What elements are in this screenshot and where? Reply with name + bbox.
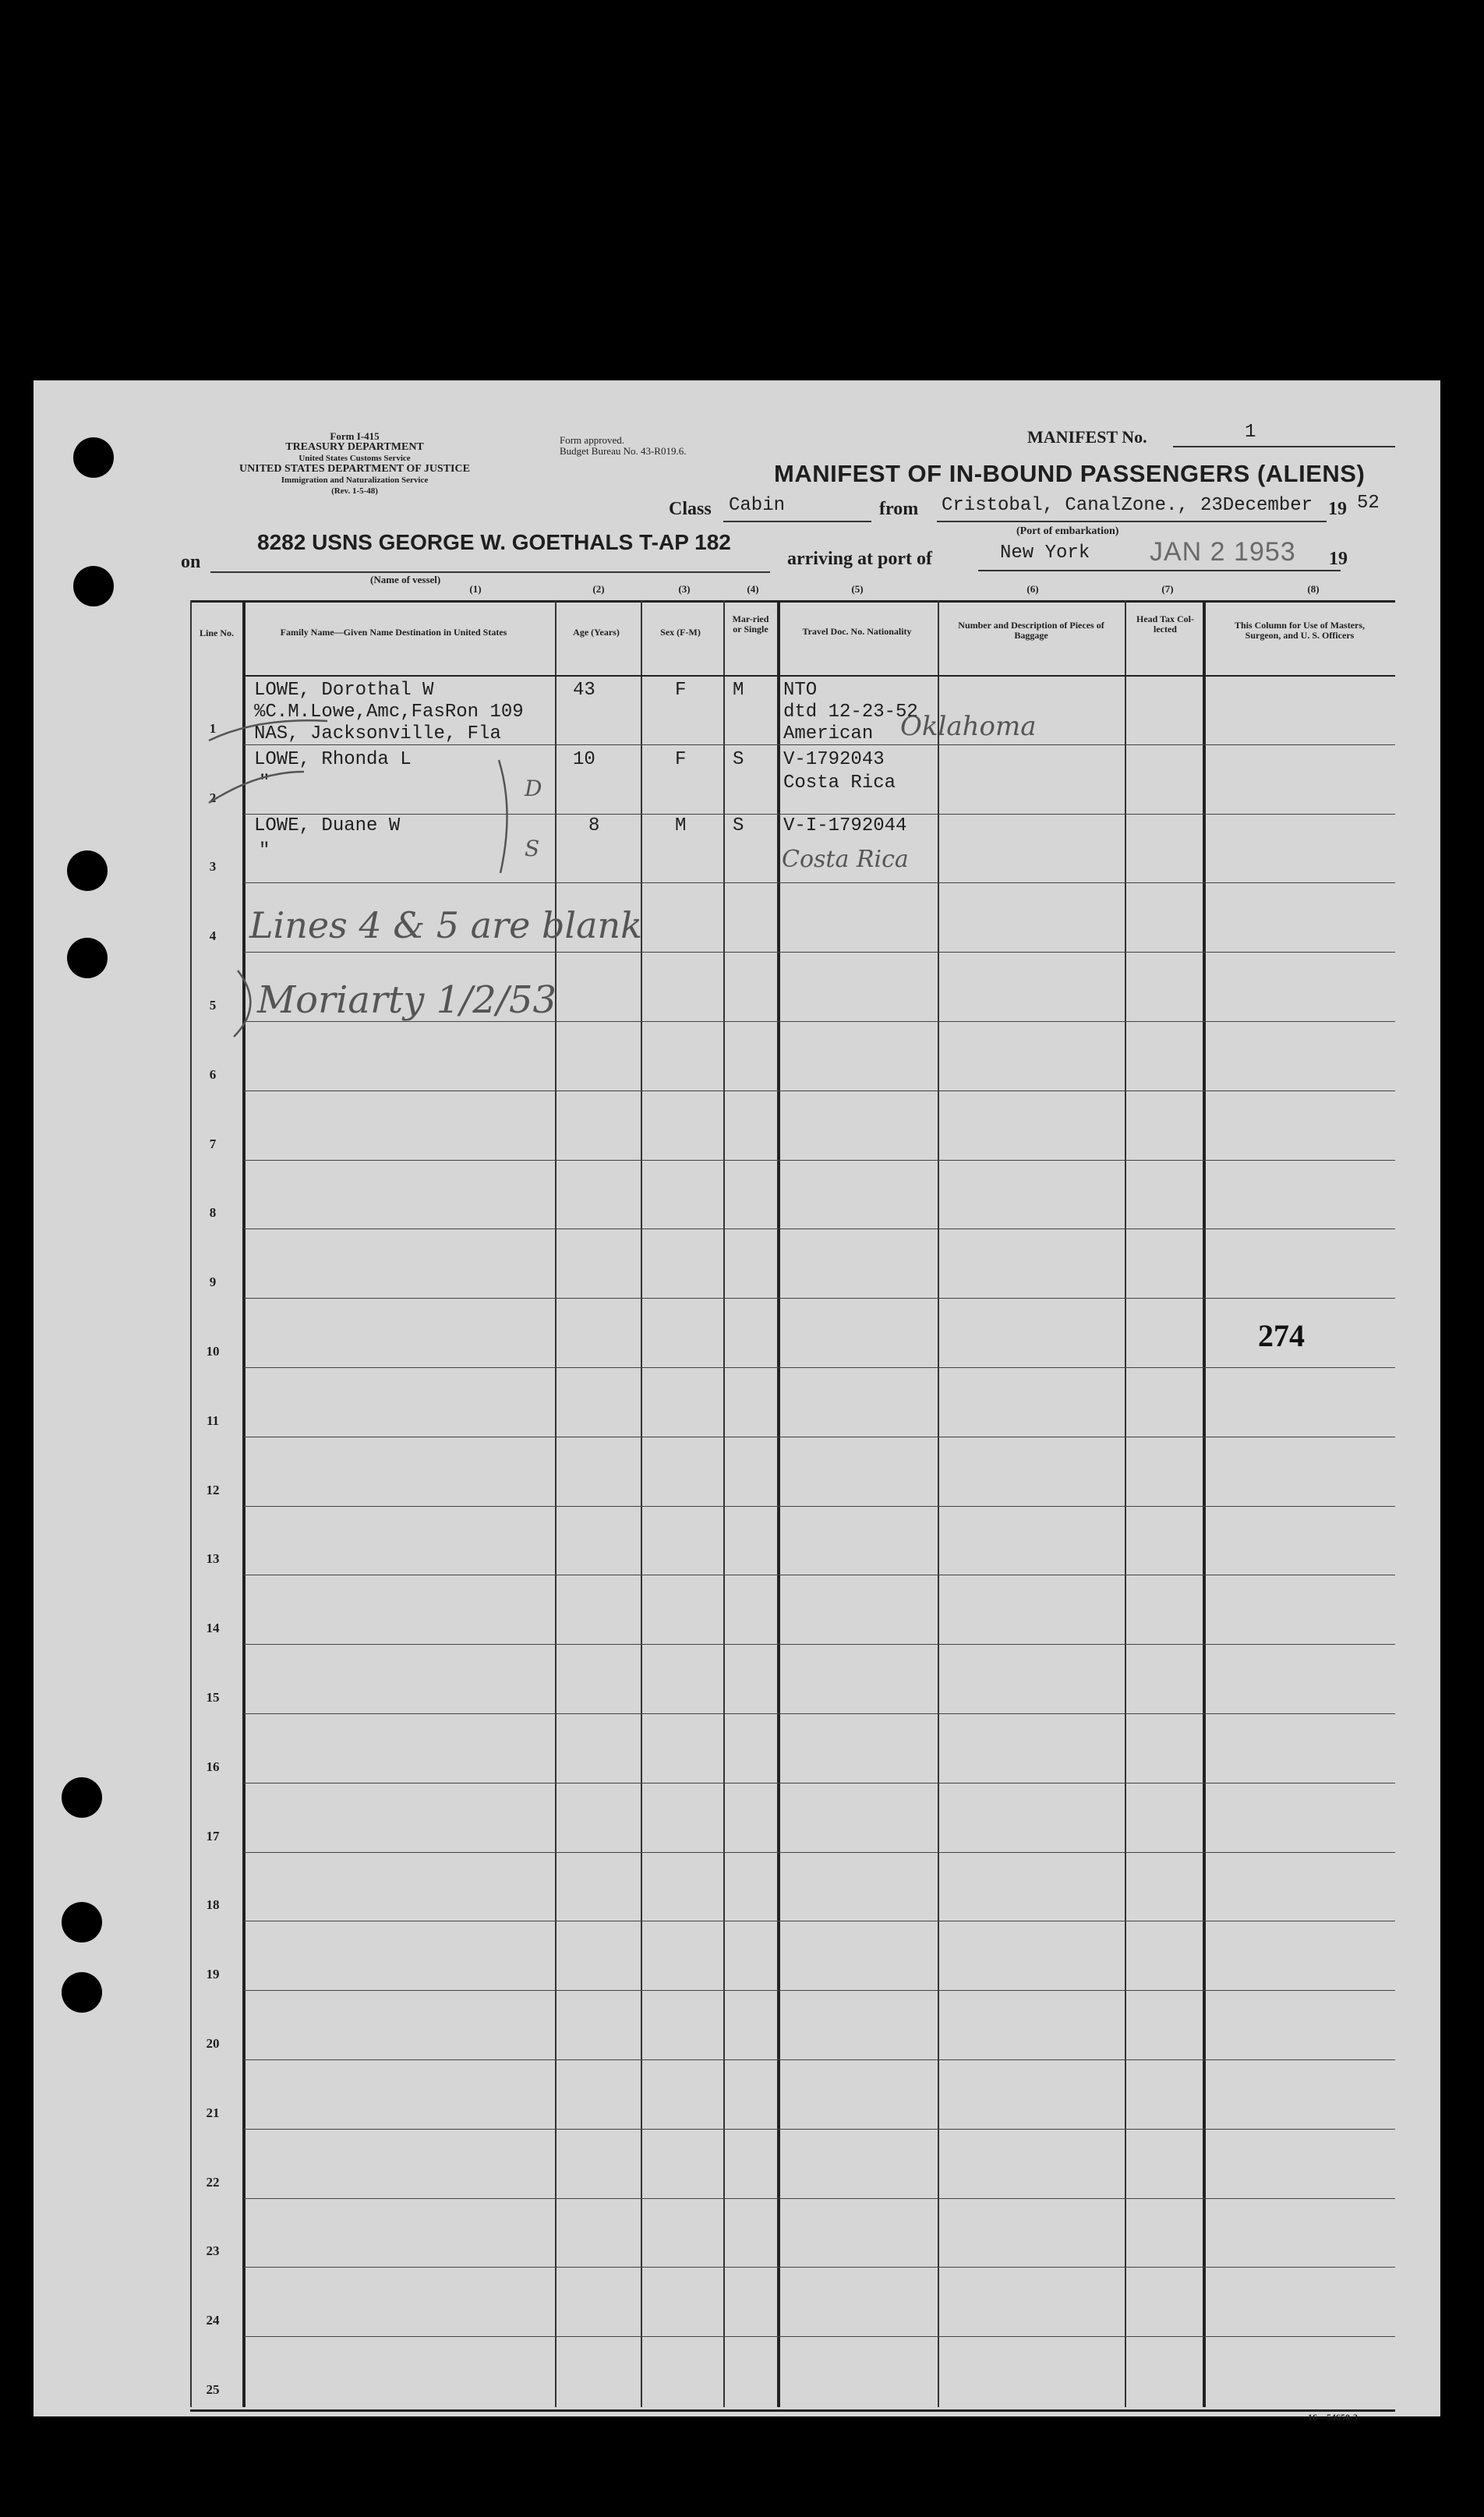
line-number: 13 bbox=[206, 1551, 220, 1566]
column-divider bbox=[641, 600, 642, 2407]
travel-doc: dtd 12-23-52 bbox=[783, 702, 918, 723]
line-number: 6 bbox=[209, 1067, 217, 1082]
passenger-marital: M bbox=[733, 680, 744, 701]
header-rule bbox=[244, 675, 1395, 677]
line-number: 16 bbox=[206, 1759, 220, 1774]
handwritten-bracket-d: D bbox=[525, 776, 542, 801]
row-rule bbox=[244, 814, 1395, 815]
line-number: 19 bbox=[206, 1967, 220, 1981]
row-rule bbox=[244, 1852, 1395, 1853]
column-number: (1) bbox=[469, 583, 482, 595]
passenger-age: 43 bbox=[573, 680, 595, 701]
travel-doc: V-1792043 bbox=[783, 749, 885, 770]
row-rule bbox=[244, 1644, 1395, 1645]
passenger-destination: %C.M.Lowe,Amc,FasRon 109 bbox=[254, 702, 524, 723]
line-number: 18 bbox=[206, 1897, 220, 1912]
column-divider bbox=[777, 600, 780, 2407]
header-marital: Mar-ried or Single bbox=[732, 613, 769, 635]
column-divider bbox=[555, 600, 556, 2407]
passenger-name: LOWE, Dorothal W bbox=[254, 680, 434, 701]
year-prefix: 19 bbox=[1328, 499, 1347, 519]
column-number: (2) bbox=[592, 583, 605, 595]
line-number: 2 bbox=[209, 790, 217, 805]
punch-hole bbox=[62, 1777, 102, 1818]
arrival-port: New York bbox=[1000, 543, 1090, 564]
handwritten-bracket-s: S bbox=[525, 836, 540, 861]
header-travel-doc: Travel Doc. No. Nationality bbox=[802, 626, 912, 637]
header-baggage: Number and Description of Pieces of Baggage bbox=[958, 620, 1104, 641]
column-divider bbox=[242, 600, 246, 2407]
passenger-name: LOWE, Rhonda L bbox=[254, 749, 412, 770]
row-rule bbox=[244, 744, 1395, 745]
arrival-rule bbox=[978, 570, 1341, 571]
stamp-number: 274 bbox=[1258, 1318, 1305, 1353]
arriving-label: arriving at port of bbox=[787, 549, 932, 569]
column-number: (4) bbox=[747, 583, 759, 595]
row-rule bbox=[244, 1367, 1395, 1368]
row-rule bbox=[244, 1990, 1395, 1991]
line-number: 17 bbox=[206, 1829, 220, 1844]
form-block: Form I-415 TREASURY DEPARTMENT United States Customs Service UNITED STATES DEPARTMENT OF JUSTICE Immigration and Naturalization Service (Rev. 1-5-48) bbox=[239, 430, 470, 496]
line-number: 15 bbox=[206, 1690, 220, 1705]
row-rule bbox=[244, 2129, 1395, 2130]
line-number: 9 bbox=[209, 1274, 217, 1289]
line-number: 8 bbox=[209, 1205, 217, 1220]
punch-hole bbox=[62, 1972, 102, 2013]
manifest-number-rule bbox=[1173, 446, 1395, 447]
passenger-sex: M bbox=[675, 815, 687, 836]
class-value: Cabin bbox=[729, 495, 786, 516]
arrival-date-stamp: JAN 2 1953 bbox=[1150, 537, 1296, 567]
header-head-tax: Head Tax Col-lected bbox=[1136, 613, 1194, 635]
passenger-sex: F bbox=[675, 680, 687, 701]
column-number: (3) bbox=[678, 583, 691, 595]
row-rule bbox=[244, 1506, 1395, 1507]
line-number: 22 bbox=[206, 2175, 220, 2190]
header-sex: Sex (F-M) bbox=[660, 627, 701, 638]
line-number: 25 bbox=[206, 2382, 220, 2397]
column-divider bbox=[1125, 600, 1126, 2407]
travel-doc: NTO bbox=[783, 680, 818, 701]
column-number: (6) bbox=[1026, 583, 1039, 595]
on-label: on bbox=[181, 552, 201, 572]
handwritten-signature: Moriarty 1/2/53 bbox=[257, 978, 557, 1022]
row-rule bbox=[244, 1228, 1395, 1229]
line-number: 10 bbox=[206, 1344, 220, 1359]
form-approval: Form approved. Budget Bureau No. 43-R019.6. bbox=[560, 434, 687, 457]
passenger-name: LOWE, Duane W bbox=[254, 815, 401, 836]
punch-hole bbox=[67, 938, 108, 978]
passenger-age: 10 bbox=[573, 749, 595, 770]
departure-date: 23December bbox=[1200, 495, 1313, 516]
passenger-age: 8 bbox=[588, 815, 600, 836]
row-rule bbox=[244, 1298, 1395, 1299]
vessel-rule bbox=[210, 571, 770, 573]
line-number: 24 bbox=[206, 2313, 220, 2328]
from-rule bbox=[937, 521, 1327, 522]
handwritten-state: Oklahoma bbox=[900, 711, 1037, 742]
year-value: 52 bbox=[1357, 493, 1380, 514]
row-rule bbox=[244, 1160, 1395, 1161]
punch-hole bbox=[73, 566, 114, 606]
column-number: (8) bbox=[1307, 583, 1320, 595]
column-divider bbox=[723, 600, 725, 2407]
line-number: 11 bbox=[206, 1413, 220, 1428]
column-divider bbox=[938, 600, 939, 2407]
handwritten-note-line4: Lines 4 & 5 are blank bbox=[249, 904, 643, 946]
column-divider bbox=[1203, 600, 1206, 2407]
punch-hole bbox=[67, 850, 108, 891]
line-number: 4 bbox=[209, 928, 217, 943]
vessel-name: 8282 USNS GEORGE W. GOETHALS T-AP 182 bbox=[257, 530, 731, 554]
header-officers: This Column for Use of Masters, Surgeon, and U. S. Officers bbox=[1234, 620, 1366, 641]
ditto-mark: " bbox=[259, 840, 270, 861]
column-number: (5) bbox=[851, 583, 864, 595]
row-rule bbox=[244, 2267, 1395, 2268]
line-number: 21 bbox=[206, 2105, 220, 2120]
line-number: 7 bbox=[209, 1137, 217, 1151]
port-embarkation-caption: (Port of embarkation) bbox=[1016, 525, 1119, 537]
line-number: 23 bbox=[206, 2243, 220, 2258]
class-label: Class bbox=[669, 499, 712, 519]
row-rule bbox=[244, 2059, 1395, 2060]
handwritten-nationality: Costa Rica bbox=[782, 846, 909, 873]
travel-doc: V-I-1792044 bbox=[783, 815, 907, 836]
vessel-caption: (Name of vessel) bbox=[370, 574, 441, 585]
passenger-marital: S bbox=[733, 815, 744, 836]
header-name: Family Name—Given Name Destination in United States bbox=[280, 627, 507, 638]
row-rule bbox=[244, 952, 1395, 953]
line-number: 20 bbox=[206, 2036, 220, 2051]
nationality: American bbox=[783, 723, 874, 744]
column-number: (7) bbox=[1161, 583, 1174, 595]
class-rule bbox=[723, 521, 871, 522]
line-number: 5 bbox=[209, 998, 217, 1013]
row-rule bbox=[244, 2336, 1395, 2337]
from-value: Cristobal, CanalZone., bbox=[942, 495, 1189, 516]
arrival-year-suffix: 19 bbox=[1329, 549, 1348, 569]
passenger-destination: NAS, Jacksonville, Fla bbox=[254, 723, 501, 744]
punch-hole bbox=[73, 437, 114, 478]
line-number: 14 bbox=[206, 1621, 220, 1635]
line-number: 1 bbox=[209, 721, 217, 736]
from-label: from bbox=[879, 499, 919, 519]
line-number: 3 bbox=[209, 859, 217, 874]
row-rule bbox=[244, 2198, 1395, 2199]
footer-code: 16—54650-3 bbox=[1308, 2412, 1358, 2423]
manifest-number-value: 1 bbox=[1245, 422, 1256, 443]
header-age: Age (Years) bbox=[573, 627, 620, 638]
manifest-number-label: MANIFEST No. bbox=[1027, 427, 1147, 447]
nationality: Costa Rica bbox=[783, 772, 896, 794]
row-rule bbox=[244, 1713, 1395, 1714]
passenger-sex: F bbox=[675, 749, 687, 770]
header-line-no: Line No. bbox=[199, 627, 234, 638]
punch-hole bbox=[62, 1902, 102, 1943]
manifest-title: MANIFEST OF IN-BOUND PASSENGERS (ALIENS) bbox=[774, 460, 1366, 487]
line-number: 12 bbox=[206, 1483, 220, 1497]
ditto-mark: " bbox=[259, 772, 270, 794]
column-divider bbox=[190, 600, 192, 2407]
row-rule bbox=[244, 882, 1395, 883]
passenger-marital: S bbox=[733, 749, 744, 770]
